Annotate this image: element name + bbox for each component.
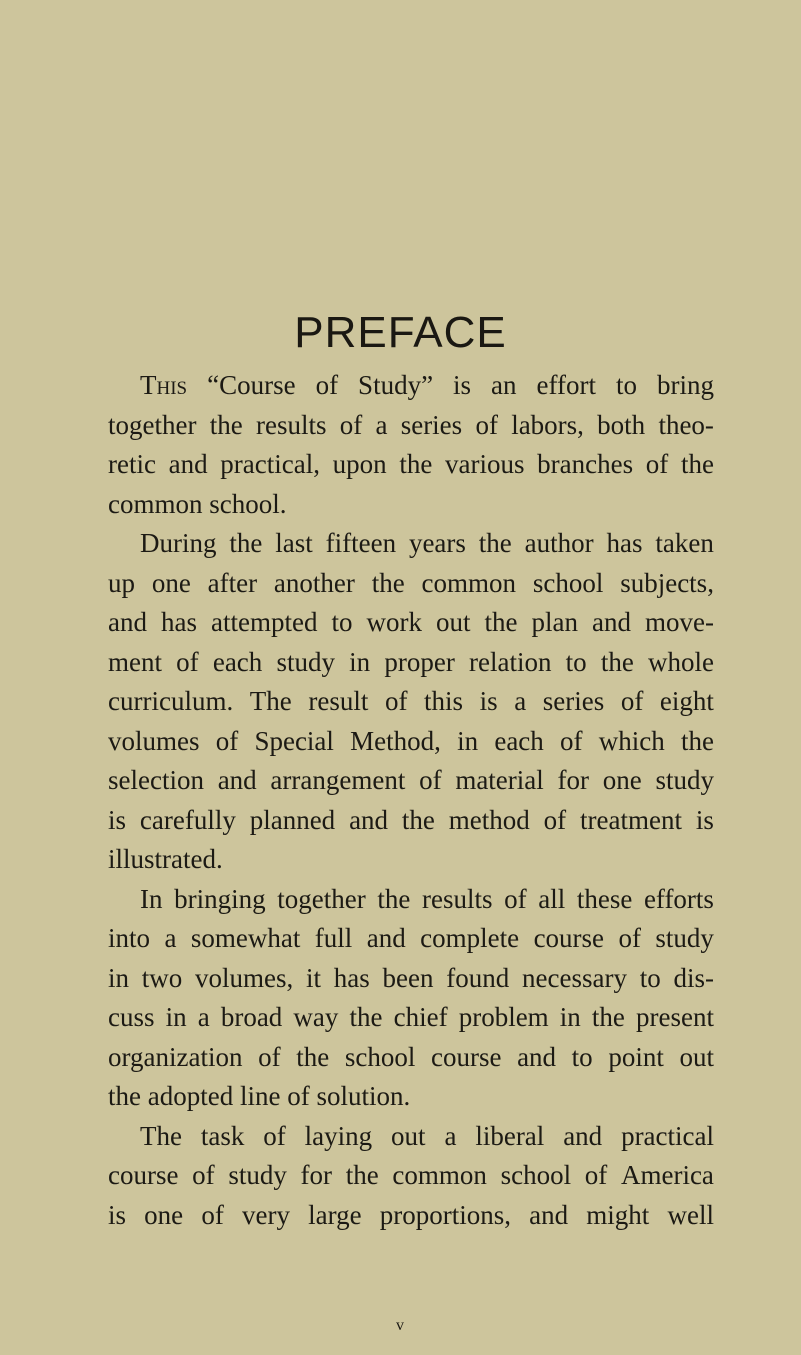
word: course	[430, 1041, 502, 1072]
word: has	[606, 528, 643, 558]
word: to	[331, 607, 353, 637]
word: in	[108, 962, 130, 993]
text-line	[108, 761, 714, 801]
word: the	[108, 1081, 141, 1111]
word: all	[538, 883, 566, 914]
word: move-	[644, 607, 714, 637]
word: and	[108, 607, 147, 637]
word: of	[475, 409, 498, 440]
word: the	[371, 567, 405, 598]
text-line	[108, 485, 714, 525]
word: course	[533, 923, 605, 953]
word: each	[494, 725, 544, 756]
word: a	[444, 1120, 457, 1151]
word: one	[144, 1199, 184, 1230]
word: practical,	[220, 449, 320, 479]
word: proportions,	[379, 1199, 511, 1230]
word: up	[108, 567, 135, 598]
text-line	[108, 1196, 714, 1236]
word: Study”	[358, 370, 434, 400]
text-line	[108, 682, 714, 722]
word: two	[141, 962, 183, 993]
text-line	[108, 1038, 714, 1078]
word: together	[277, 883, 366, 914]
word: of	[176, 646, 199, 677]
word: plan	[531, 607, 578, 637]
word: volumes	[108, 725, 200, 756]
word: and	[349, 804, 389, 835]
word: bring	[656, 370, 714, 400]
word: theo-	[658, 409, 714, 440]
word: method	[448, 804, 530, 835]
word: another	[273, 567, 355, 598]
word: in	[559, 1002, 581, 1032]
word: various	[445, 449, 525, 479]
word: curriculum.	[108, 686, 234, 716]
word: of	[645, 449, 669, 479]
word: is	[108, 1199, 127, 1230]
word: results	[421, 883, 493, 914]
word: volumes,	[195, 962, 294, 993]
word: and	[517, 1041, 557, 1072]
word: the	[600, 646, 634, 677]
word: point	[608, 1041, 664, 1072]
word: author	[524, 528, 594, 558]
text-line	[108, 998, 714, 1038]
word: and	[591, 607, 631, 637]
word: which	[598, 725, 665, 756]
word: organization	[108, 1041, 243, 1072]
word: the	[377, 883, 411, 914]
word: large	[308, 1199, 362, 1230]
word: a	[164, 923, 177, 953]
word: found	[446, 962, 510, 993]
word: together	[108, 409, 197, 440]
word: is	[453, 370, 472, 400]
text-line	[108, 840, 714, 880]
word: selection	[108, 765, 204, 795]
word: into	[108, 923, 151, 953]
text-line	[108, 406, 714, 446]
page-number: v	[396, 1317, 405, 1334]
word: cuss	[108, 1002, 155, 1032]
word: upon	[332, 449, 387, 479]
word: This	[140, 370, 188, 400]
word: dis-	[673, 962, 714, 993]
paragraph	[108, 1117, 714, 1236]
word: an	[491, 370, 517, 400]
word: attempted	[210, 607, 318, 637]
word: school	[500, 1160, 572, 1190]
word: present	[636, 1002, 714, 1032]
text-line	[108, 603, 714, 643]
text-line	[108, 564, 714, 604]
word: proper	[384, 646, 455, 677]
text-line	[108, 919, 714, 959]
word: in	[457, 725, 479, 756]
word: fifteen	[325, 528, 397, 558]
word: In	[140, 883, 163, 914]
word: somewhat	[190, 923, 301, 953]
text-line	[108, 1077, 714, 1117]
paragraph	[108, 880, 714, 1117]
word: adopted	[147, 1081, 234, 1111]
paragraph	[108, 524, 714, 880]
word: for	[300, 1160, 333, 1190]
word: The	[140, 1120, 182, 1151]
word: taken	[655, 528, 714, 558]
word: problem	[458, 1002, 549, 1032]
word: the	[345, 1160, 379, 1190]
word: and	[217, 765, 257, 795]
word: labors,	[511, 409, 584, 440]
word: full	[314, 923, 353, 953]
word: the	[591, 1002, 625, 1032]
word: relation	[468, 646, 552, 677]
word: retic	[108, 449, 156, 479]
word: of	[339, 409, 363, 440]
word: of	[258, 1041, 281, 1072]
text-line	[108, 643, 714, 683]
word: of	[543, 804, 567, 835]
word: of	[384, 686, 408, 716]
word: line	[239, 1081, 281, 1111]
word: task	[200, 1120, 245, 1151]
word: practical	[621, 1120, 714, 1151]
text-line	[108, 366, 714, 406]
word: to	[571, 1041, 593, 1072]
word: common	[392, 1160, 487, 1190]
word: in	[165, 1002, 187, 1032]
word: the	[399, 449, 433, 479]
word: of	[504, 883, 527, 914]
word: planned	[249, 804, 336, 835]
word: of	[315, 370, 339, 400]
word: study	[655, 923, 714, 953]
word: is	[479, 686, 498, 716]
word: of	[263, 1120, 286, 1151]
word: years	[408, 528, 466, 558]
word: way	[293, 1002, 339, 1032]
word: is	[695, 804, 714, 835]
text-line	[108, 524, 714, 564]
word: result	[308, 686, 369, 716]
word: has	[333, 962, 370, 993]
word: “Course	[207, 370, 296, 400]
word: solution.	[316, 1081, 411, 1111]
word: is	[108, 804, 127, 835]
word: of	[618, 923, 641, 953]
word: these	[576, 883, 633, 914]
word: carefully	[139, 804, 236, 835]
word: material	[455, 765, 544, 795]
word: chief	[393, 1002, 448, 1032]
word: in	[349, 646, 371, 677]
word: Method,	[350, 725, 441, 756]
word: common	[108, 488, 203, 519]
word: of	[201, 1199, 224, 1230]
word: course	[108, 1160, 179, 1190]
word: necessary	[522, 962, 627, 993]
word: of	[419, 765, 442, 795]
word: common	[421, 567, 517, 598]
word: one	[602, 765, 642, 795]
word: last	[275, 528, 313, 558]
word: results	[255, 409, 327, 440]
text-line	[108, 445, 714, 485]
word: out	[679, 1041, 714, 1072]
word: the	[680, 449, 714, 479]
word: well	[667, 1199, 714, 1230]
word: to	[639, 962, 661, 993]
word: might	[586, 1199, 650, 1230]
word: and	[529, 1199, 569, 1230]
word: study	[228, 1160, 287, 1190]
word: America	[620, 1160, 714, 1190]
word: it	[306, 962, 322, 993]
word: broad	[220, 1002, 283, 1032]
word: out	[391, 1120, 426, 1151]
text-line	[108, 801, 714, 841]
word: to	[565, 646, 587, 677]
word: the	[209, 409, 243, 440]
word: the	[478, 528, 512, 558]
word: the	[680, 725, 714, 756]
word: The	[249, 686, 292, 716]
word: and	[366, 923, 406, 953]
text-line	[108, 1117, 714, 1157]
word: of	[560, 725, 583, 756]
word: During	[140, 528, 217, 558]
word: of	[215, 725, 239, 756]
word: a	[197, 1002, 210, 1032]
word: after	[207, 567, 258, 598]
paragraph	[108, 366, 714, 524]
text-line	[108, 959, 714, 999]
word: study	[655, 765, 714, 795]
word: series	[400, 409, 463, 440]
preface-body	[108, 366, 714, 1235]
word: a	[375, 409, 388, 440]
word: the	[401, 804, 435, 835]
word: school	[532, 567, 604, 598]
word: Special	[254, 725, 334, 756]
word: effort	[536, 370, 596, 400]
text-line	[108, 880, 714, 920]
word: the	[484, 607, 518, 637]
word: treatment	[580, 804, 682, 835]
word: and	[168, 449, 208, 479]
word: for	[557, 765, 589, 795]
word: been	[382, 962, 434, 993]
word: both	[597, 409, 646, 440]
word: a	[514, 686, 527, 716]
word: the	[349, 1002, 383, 1032]
word: very	[241, 1199, 290, 1230]
word: bringing	[174, 883, 266, 914]
word: subjects,	[620, 567, 714, 598]
word: and	[563, 1120, 603, 1151]
word: of	[584, 1160, 608, 1190]
word: each	[212, 646, 263, 677]
word: the	[296, 1041, 330, 1072]
word: efforts	[643, 883, 714, 914]
word: of	[192, 1160, 215, 1190]
word: ment	[108, 646, 162, 677]
word: this	[424, 686, 464, 716]
word: of	[287, 1081, 310, 1111]
word: complete	[420, 923, 520, 953]
word: school	[344, 1041, 416, 1072]
word: study	[276, 646, 335, 677]
word: work	[366, 607, 422, 637]
word: out	[435, 607, 471, 637]
word: illustrated.	[108, 844, 223, 874]
word: whole	[647, 646, 714, 677]
text-line	[108, 722, 714, 762]
text-line	[108, 1156, 714, 1196]
word: one	[151, 567, 191, 598]
page-title: PREFACE	[294, 308, 507, 357]
word: school.	[209, 488, 287, 519]
word: liberal	[475, 1120, 545, 1151]
word: the	[229, 528, 263, 558]
word: series	[542, 686, 605, 716]
word: branches	[537, 449, 634, 479]
word: of	[620, 686, 644, 716]
word: eight	[659, 686, 714, 716]
word: has	[160, 607, 197, 637]
word: to	[615, 370, 637, 400]
word: laying	[304, 1120, 373, 1151]
word: arrangement	[270, 765, 406, 795]
